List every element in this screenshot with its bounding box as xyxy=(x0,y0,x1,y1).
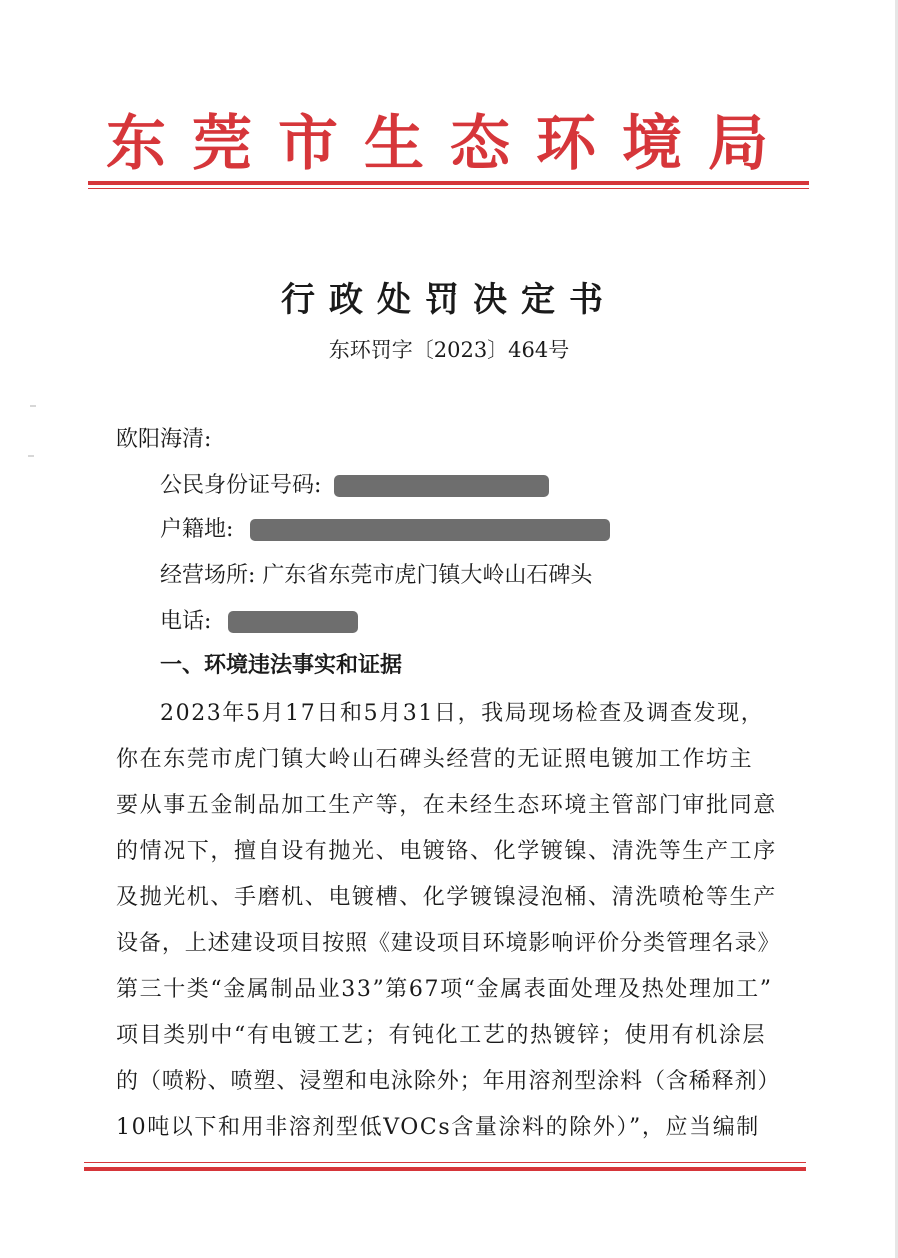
field-id-number xyxy=(160,468,549,504)
redaction-block xyxy=(334,475,549,497)
body-line: 项目类别中“有电镀工艺；有钝化工艺的热镀锌；使用有机涂层 xyxy=(116,1023,767,1048)
body-line: 要从事五金制品加工生产等，在未经生态环境主管部门审批同意 xyxy=(116,793,777,818)
document-title: 行政处罚决定书 xyxy=(281,280,617,320)
redaction-block xyxy=(228,611,358,633)
body-line: 你在东莞市虎门镇大岭山石碑头经营的无证照电镀加工作坊主 xyxy=(116,747,754,772)
body-line: 及抛光机、手磨机、电镀槽、化学镀镍浸泡桶、清洗喷枪等生产 xyxy=(116,885,777,910)
body-line: 设备，上述建设项目按照《建设项目环境影响评价分类管理名录》 xyxy=(116,931,781,956)
scan-speck xyxy=(30,405,36,407)
section-heading: 一、环境违法事实和证据 xyxy=(160,653,403,678)
body-line: 10吨以下和用非溶剂型低VOCs含量涂料的除外）”，应当编制 xyxy=(116,1115,760,1140)
body-line: 第三十类“金属制品业33”第67项“金属表面处理及热处理加工” xyxy=(116,977,773,1002)
footer-rule-thick xyxy=(84,1167,806,1171)
redaction-block xyxy=(250,519,610,541)
document-number: 东环罚字〔2023〕464号 xyxy=(328,338,570,362)
field-phone xyxy=(160,604,358,640)
field-label: 户籍地: xyxy=(160,517,234,542)
letterhead-org-name: 东莞市生态环境局 xyxy=(106,109,794,179)
field-label: 经营场所: xyxy=(160,563,256,588)
field-label: 公民身份证号码: xyxy=(160,473,322,498)
footer-rule-thin xyxy=(84,1162,806,1163)
scan-speck xyxy=(28,455,34,457)
body-line: 的（喷粉、喷塑、浸塑和电泳除外；年用溶剂型涂料（含稀释剂） xyxy=(116,1069,781,1094)
field-label: 电话: xyxy=(160,609,212,634)
field-value: 广东省东莞市虎门镇大岭山石碑头 xyxy=(262,563,593,588)
body-line: 2023年5月17日和5月31日，我局现场检查及调查发现， xyxy=(160,701,765,726)
letterhead-rule-thin xyxy=(88,188,809,189)
body-line: 的情况下，擅自设有抛光、电镀铬、化学镀镍、清洗等生产工序 xyxy=(116,839,777,864)
letterhead-rule-thick xyxy=(88,181,809,185)
field-business-address xyxy=(160,558,592,594)
recipient-name: 欧阳海清: xyxy=(116,427,212,452)
field-household-registration xyxy=(160,512,610,548)
